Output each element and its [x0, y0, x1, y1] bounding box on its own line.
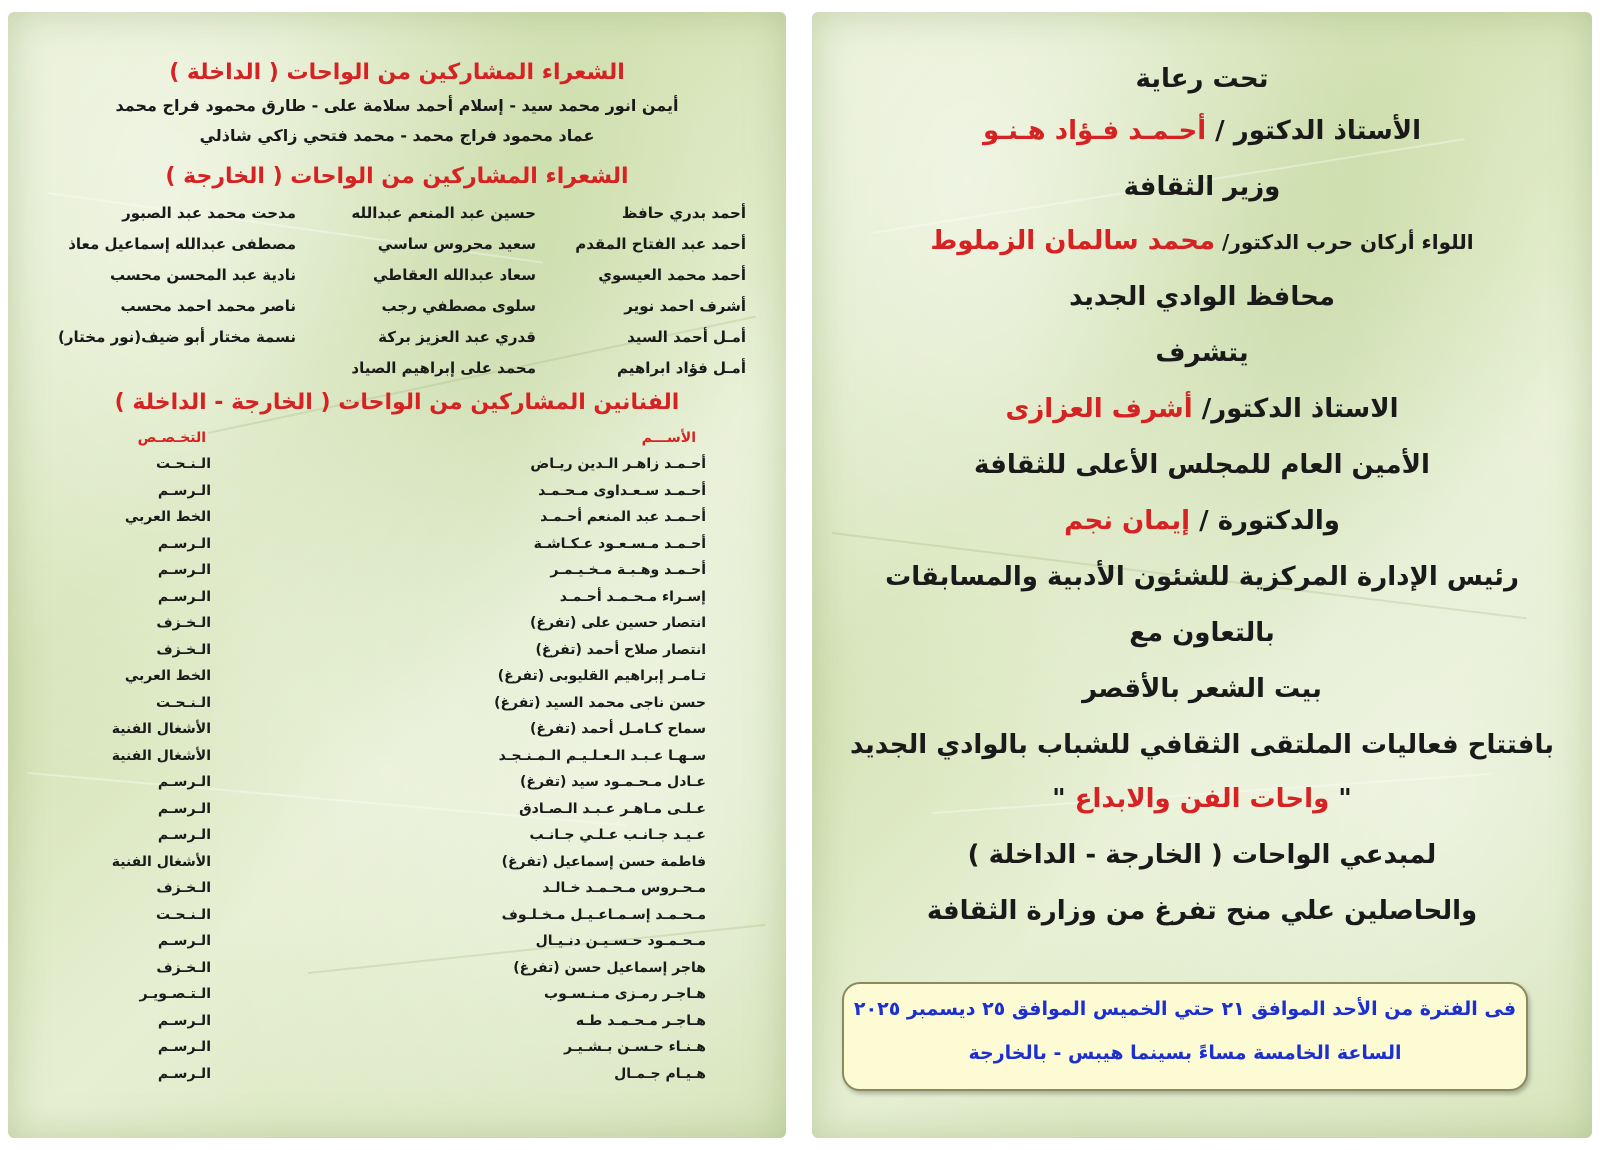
artist-name: هـاجـر مـحـمـد طـه	[575, 1012, 706, 1029]
artist-name: أحـمـد سـعـداوى مـحـمـد	[538, 482, 706, 499]
governor-name: محمد سالمان الزملوط	[930, 226, 1216, 256]
artist-specialty: الـنـحـت	[155, 694, 211, 711]
artist-specialty: الـتـصـويـر	[139, 986, 211, 1002]
kharga-poet-name: قدري عبد العزيز بركة	[378, 328, 536, 346]
event-time-venue: الساعة الخامسة مساءً بسينما هيبس - بالخارجة	[968, 1042, 1402, 1064]
head-title: والدكتورة /	[1190, 506, 1340, 536]
governor-title: اللواء أركان حرب الدكتور/	[1215, 230, 1474, 254]
artist-name: عـلـى مـاهـر عـبـد الـصـادق	[519, 800, 706, 817]
artist-name: هـاجـر رمـزى مـنـسـوب	[544, 986, 706, 1002]
artist-name: تـامـر إبراهيم القليوبى (تفرغ)	[497, 668, 706, 684]
artist-name: فاطمة حسن إسماعيل (تفرغ)	[501, 853, 706, 870]
specialty-column-header: التخـصـص	[137, 430, 206, 446]
kharga-poet-name: أمـل فؤاد ابراهيم	[617, 359, 746, 377]
artist-specialty: الـخـزف	[156, 615, 211, 631]
artist-name: مـحـمـد إسـمـاعـيـل مـخـلـوف	[501, 906, 706, 923]
kharga-poet-name: سعاد عبدالله العقاطي	[373, 266, 536, 284]
artist-specialty: الـرسـم	[157, 1039, 211, 1055]
artist-specialty: الأشغال الفنية	[111, 721, 211, 737]
artist-specialty: الـنـحـت	[155, 906, 211, 923]
event-title: واحات الفن والابداع	[1074, 784, 1330, 814]
artist-name: إسـراء مـحـمـد أحـمـد	[559, 588, 706, 605]
kharga-poet-name: سعيد محروس ساسي	[377, 235, 536, 253]
artist-name: أحـمـد زاهـر الـدين ريـاض	[530, 456, 706, 472]
artist-specialty: الأشغال الفنية	[111, 747, 211, 764]
artist-specialty: الأشغال الفنية	[111, 853, 211, 870]
governor-role: محافظ الوادي الجديد	[1069, 282, 1335, 312]
artist-specialty: الـرسـم	[157, 1065, 211, 1082]
artist-name: هـيـام جـمـال	[614, 1065, 706, 1082]
artist-specialty: الـرسـم	[157, 562, 211, 578]
kharga-poet-name: مصطفى عبدالله إسماعيل معاذ	[68, 235, 296, 253]
creators-line: لمبدعي الواحات ( الخارجة - الداخلة )	[967, 840, 1437, 870]
dakhla-poets-line: عماد محمود فراج محمد - محمد فتحي زاكي شاذلي	[199, 126, 595, 145]
kharga-poet-name: ناصر محمد احمد محسب	[120, 297, 296, 315]
artist-name: أحـمـد مـسـعـود عـكـاشـة	[533, 535, 706, 552]
artist-specialty: الـرسـم	[157, 774, 211, 790]
dakhla-poets-line: أيمن انور محمد سيد - إسلام أحمد سلامة على - طارق محمود فراج محمد	[115, 96, 679, 115]
secretary-role: الأمين العام للمجلس الأعلى للثقافة	[974, 450, 1430, 480]
head-name: إيمان نجم	[1064, 506, 1191, 536]
artist-name: سماح كـامـل أحمد (تفرغ)	[529, 721, 706, 737]
kharga-poet-name: أحمد بدري حافظ	[621, 204, 746, 222]
opening-line: بافتتاح فعاليات الملتقى الثقافي للشباب بالوادي الجديد	[850, 730, 1554, 760]
kharga-poet-name: أحمد محمد العيسوي	[598, 266, 746, 284]
kharga-poet-name: نسمة مختار أبو ضيف(نور مختار)	[58, 328, 296, 346]
artist-name: انتصار صلاح أحمد (تفرغ)	[535, 641, 706, 658]
artist-specialty: الـرسـم	[157, 482, 211, 499]
kharga-poet-name: حسين عبد المنعم عبدالله	[351, 204, 536, 222]
dakhla-poets-heading: الشعراء المشاركين من الواحات ( الداخلة )	[169, 60, 625, 85]
minister-name: أحـمـد فـؤاد هـنـو	[982, 116, 1207, 146]
artist-name: أحـمـد وهـبـة مـخـيـمـر	[550, 562, 706, 578]
secretary-line	[812, 394, 1592, 424]
artist-name: هاجر إسماعيل حسن (تفرغ)	[513, 959, 706, 976]
secretary-title: الاستاذ الدكتور/	[1192, 394, 1399, 424]
kharga-poet-name: أشرف احمد نوير	[624, 297, 746, 315]
kharga-poet-name: أحمد عبد الفتاح المقدم	[575, 235, 746, 253]
head-role: رئيس الإدارة المركزية للشئون الأدبية والمسابقات	[885, 562, 1519, 592]
artist-name: مـحـروس مـحـمـد خـالـد	[542, 880, 706, 896]
right-page	[812, 12, 1592, 1138]
grant-holders-line: والحاصلين علي منح تفرغ من وزارة الثقافة	[926, 896, 1478, 926]
governor-line	[812, 226, 1592, 256]
minister-line	[812, 116, 1592, 146]
event-details-box	[842, 982, 1528, 1091]
artist-name: عـيـد جـانـب عـلـي جـانـب	[529, 827, 706, 843]
artist-specialty: الـرسـم	[157, 933, 211, 949]
kharga-poet-name: نادية عبد المحسن محسب	[109, 266, 296, 284]
artist-name: أحـمـد عبد المنعم أحـمـد	[540, 509, 706, 525]
name-column-header: الأســـم	[641, 430, 696, 446]
artist-name: عـادل مـحـمـود سيد (تفرغ)	[520, 774, 706, 790]
kharga-poet-name: سلوى مصطفي رجب	[381, 297, 536, 315]
event-title-line	[812, 784, 1592, 814]
kharga-poet-name: مدحت محمد عبد الصبور	[122, 204, 296, 222]
artist-specialty: الـرسـم	[157, 800, 211, 817]
artist-specialty: الـرسـم	[157, 827, 211, 843]
artist-specialty: الخط العربي	[124, 509, 211, 525]
kharga-poets-heading: الشعراء المشاركين من الواحات ( الخارجة )	[165, 164, 629, 189]
artist-name: انتصار حسين على (تفرغ)	[530, 615, 706, 631]
secretary-name: أشرف العزازى	[1005, 394, 1193, 424]
left-page	[8, 12, 786, 1138]
artist-specialty: الـخـزف	[156, 641, 211, 658]
minister-role: وزير الثقافة	[1123, 172, 1281, 202]
artist-name: مـحـمـود حـسـيـن دنـيـال	[535, 933, 706, 949]
artist-name: سـهـا عـبـد الـعـلـيـم الـمـنـجـد	[498, 747, 706, 764]
kharga-poet-name: محمد على إبراهيم الصياد	[351, 359, 536, 377]
artist-specialty: الـخـزف	[156, 880, 211, 896]
quote-mark: "	[1052, 784, 1066, 814]
partner-line: بيت الشعر بالأقصر	[1082, 674, 1322, 704]
artist-specialty: الـرسـم	[157, 535, 211, 552]
artists-heading: الفنانين المشاركين من الواحات ( الخارجة - الداخلة )	[114, 390, 680, 415]
quote-mark: "	[1338, 784, 1352, 814]
patronage-line: تحت رعاية	[1135, 64, 1269, 94]
event-dates: فى الفترة من الأحد الموافق ٢١ حتي الخميس الموافق ٢٥ ديسمبر ٢٠٢٥	[853, 998, 1517, 1020]
head-line	[812, 506, 1592, 536]
artist-specialty: الـرسـم	[157, 1012, 211, 1029]
minister-title: الأستاذ الدكتور /	[1206, 116, 1422, 146]
artist-name: هـنـاء حـسـن بـشـيـر	[564, 1039, 706, 1055]
artist-specialty: الخط العربي	[124, 668, 211, 684]
artist-specialty: الـرسـم	[157, 588, 211, 605]
artist-name: حسن ناجى محمد السيد (تفرغ)	[494, 694, 706, 711]
kharga-poet-name: أمـل أحمد السيد	[627, 328, 746, 346]
honored-line: يتشرف	[1155, 338, 1249, 368]
cooperation-line: بالتعاون مع	[1129, 618, 1275, 648]
artist-specialty: الـخـزف	[156, 959, 211, 976]
artist-specialty: الـنـحـت	[155, 456, 211, 472]
